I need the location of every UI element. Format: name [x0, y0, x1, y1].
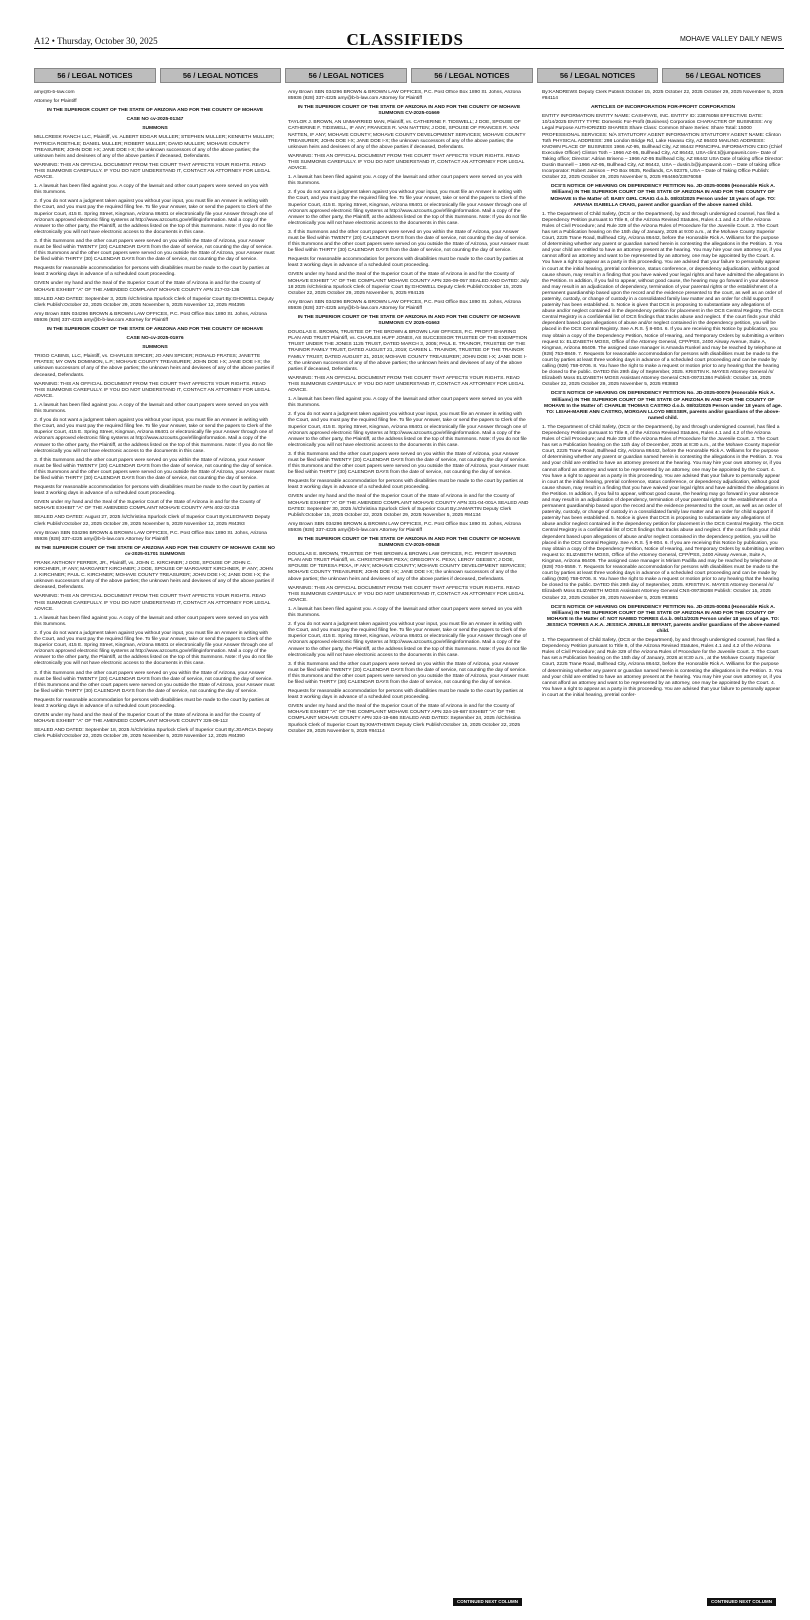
notice-paragraph: Amy Brown SBN 034296 BROWN & BROWN LAW OFFICES, P.C. Post Office Box 1890 St. Johns, Arizona 85936 (928) 337-4225 amy@b-b-law.com Attorney for Plaintiff — [288, 299, 521, 311]
category-tabs — [34, 68, 784, 83]
notice-paragraph: 2. If you do not want a judgment taken against you without your input, you must file an Answer in writing with the Court, and you must pay the required filing fee. To file your Answer, take or send the papers to Clerk of the Superior Court, 415 E. Spring Street, Kingman, Arizona 86401 or electronically file your Answer through one of Arizona's approved electronic filing systems at http://www.azcourts.gov/efilinginformation. Mail a copy of the Answer to the other party, the Plaintiff, at the address listed on the top of this Summons. Note: If you do not file electronically you will not have electronic access to the documents in this case. — [34, 630, 273, 667]
notice-paragraph: SUMMONS — [142, 126, 168, 132]
continued-label: CONTINUED NEXT COLUMN — [453, 1598, 522, 1606]
notice-paragraph: 1. The Department of Child Safety, (DCS or the Department), by and through undersigned counsel, has filed a Dependency Petition pursuant to Title 8, of the Arizona Revised Statutes, Rules 4.1 and 4.2 of the Arizona Rules of Civil Procedure; and Rule 329 of the Arizona Rules of Procedure for the Juvenile Court. 2. The Court has set a Publication hearing on the 15th day of January, 2026 at 9:00 a.m., at the Mohave County Superior Court, 2225 Trane Road, Bullhead City, Arizona 86442, before the Honorable Rick A. Williams for the purpose of determining whether any parent or guardian named herein is contesting the allegations in the Petition. 3. You and your child are entitled to have an attorney present at the hearing. You may hire your own attorney or, if you cannot afford an attorney and want to be represented by an attorney, one may be appointed by the Court. 4. You have a right to appear as a party in this proceeding. You are advised that your failure to personally appear in court at the initial hearing, pretrial conference, status conference, or dependency adjudication, without good cause shown, may result in a finding that you have waived your legal rights and have admitted the allegations in the Petition. In addition, if you fail to appear, without good cause, the hearing may go forward in your absence and may result in an adjudication of dependency, termination of your parental rights or the establishment of a permanent guardianship based upon the record and the evidence presented to the court, as well as an order of paternity, custody, or change of custody in a consolidated family law matter and an order for child support if paternity has been established. 5. Notice is given that DCS is proposing to substantiate any allegations of abuse and/or neglect contained in the dependency petition for placement in the DCS Central Registry. The DCS Central Registry is a confidential list of DCS findings that tracks abuse and neglect. If the court finds your child dependent based upon allegations of abuse and/or neglect contained in the dependency petition, you will be placed in the DCS Central Registry. See A.R.S. § 8-804. 6. If you are receiving this Notice by publication, you may obtain a copy of the Dependency Petition, Notice of Hearing, and Temporary Orders by submitting a written request to: ELIZABETH MOSS, Office of the Attorney General, CFP/PSS, 2400 Airway Avenue, Suite A, Kingman, Arizona 86409. The assigned case manager is Amanda Runkel and may be reached by telephone at (928) 753-8849. 7. Requests for reasonable accommodation for persons with disabilities must be made to the court by parties at least three working days in advance of a scheduled court proceeding and can be made by calling (928) 758-0706. 8. You have the right to make a request or motion prior to any hearing that the hearing be closed to the public. DATED this 29th day of September, 2025. KRISTIN K. MAYES Attorney General /s/ Elizabeth Moss ELIZABETH MOSS Assistant Attorney General CNS-09731384 Publish: October 15, 2025 October 22, 2025 October 29, 2025 November 5, 2025 #83883 — [542, 211, 784, 388]
masthead — [0, 0, 810, 49]
notice-paragraph: 3. If this Summons and the other court papers were served on you within the State of Arizona, your Answer must be filed within TWENTY (20) CALENDAR DAYS from the date of service, not counting the day of service. If this Summons and the other court papers were served on you outside the State of Arizona, your Answer must be filed within THIRTY (30) CALENDAR DAYS from the date of service, not counting the day of service. — [34, 238, 275, 263]
notice-paragraph: WARNING: THIS AN OFFICIAL DOCUMENT FROM THE COURT THAT AFFECTS YOUR RIGHTS. READ THIS SUMMONS CAREFULLY. IF YOU DO NOT UNDERSTAND IT, CONTACT AN ATTORNEY FOR LEGAL ADVICE. — [34, 381, 271, 399]
category-tab: 56 / LEGAL NOTICES — [285, 68, 407, 83]
notice-paragraph: DOUGLAS E. BROWN, TRUSTEE OF THE BROWN & BROWN LAW OFFICES, P.C. PROFIT SHARING PLAN AND TRUST Plaintiff, vs. CHRISTOPHER PEXA; GREGORY K. PEXA; LEROY GEESEY; J DOE, SPOUSE OF TERESA PEXA, IF ANY; MOHAVE COUNTY; MOHAVE COUNTY DEVELOPMENT SERVICES; MOHAVE COUNTY TREASURER; JOHN DOE I-X; JANE DOE I-X; the unknown successors of any of the above parties; the unknown heirs and devisees of any of the above parties if deceased, Defendants. — [288, 552, 526, 582]
column-1 — [34, 90, 276, 1608]
notice-paragraph: GIVEN under my hand and the Seal of the Superior Court of the State of Arizona in and for the County of MOHAVE EXHIBIT "A" OF THE AMENDED COMPLAINT MOHAVE COUNTY APN 402-32-215 — [34, 500, 261, 512]
notice-paragraph: GIVEN under my hand and the Seal of the Superior Court of the State of Arizona in and for the County of MOHAVE EXHIBIT "A" OF THE AMENDED COMPLAINT MOHAVE COUNTY APN 217-03-136 — [34, 281, 261, 293]
notice-paragraph: 3. If this Summons and the other court papers were served on you within the State of Arizona, your Answer must be filed within TWENTY (20) CALENDAR DAYS from the date of service, not counting the day of service. If this Summons and the other court papers were served on you outside the State of Arizona, your Answer must be filed within THIRTY (30) CALENDAR DAYS from the date of service, not counting the day of service. — [288, 661, 529, 685]
notice-paragraph: WARNING: THIS AN OFFICIAL DOCUMENT FROM THE COURT THAT AFFECTS YOUR RIGHTS. READ THIS SUMMONS CAREFULLY. IF YOU DO NOT UNDERSTAND IT, CONTACT AN ATTORNEY FOR LEGAL ADVICE. — [34, 594, 271, 612]
notice-paragraph: ENTITY INFORMATION ENTITY NAME: CASHFAYE, INC. ENTITY ID: 23876058 EFFECTIVE DATE: 10/14/2025 ENTITY TYPE: Domestic For-Profit (Business) Corporation CHARACTER OF BUSINESS: Any Legal Purpose AUTHORIZED SHARES Share Class: Common Share Series: Share Total: 15000 PROFESSIONAL SERVICES: N/A STATUTORY AGENT INFORMATION STATUTORY AGENT NAME: Clinton Toth PHYSICAL ADDRESS: 298 London Bridge Rd, Lake Havasu City, AZ 86403 MAILING ADDRESS: KNOWN PLACE OF BUSINESS 1966 AZ-95, Bullhead City, AZ 86442 PRINCIPAL INFORMATION CEO (Chief Executive Officer) Clinton Toth – 1966 AZ-95, Bullhead City, AZ 86442, USA-clint.t@jumpawnit.com– Date of Taking office; Director: Adrian Briseno – 1966 AZ-95 Bullhead City, AZ 86442 USA Date of taking office Director: Dustin Bunnell – 1966 AZ-95, Bullhead City, AZ 86442, USA – dustin.b@jumpawnit.com – Date of taking office Incorporator: Robert Jamison – PO Box 9535, Redlands, CA 92375, USA – Date of Taking Office Publish: October 22, 2025 October 29, 2025 November 5, 2025 #84460/23876058 — [542, 114, 784, 181]
notice-paragraph: 3. If this Summons and the other court papers were served on you within the State of Arizona, your Answer must be filed within TWENTY (20) CALENDAR DAYS from the date of service, not counting the day of service. If this Summons and the other court papers were served on you outside the State of Arizona, your Answer must be filed within THIRTY (30) CALENDAR DAYS from the date of service, not counting the day of service. — [34, 457, 275, 481]
notice-paragraph: IN THE SUPERIOR COURT OF THE STATE OF ARIZONA AND FOR THE COUNTY OF MOHAVE CASE NO cv-2025-01701 SUMMONS — [35, 545, 275, 557]
category-tab: 56 / LEGAL NOTICES — [662, 68, 784, 83]
section-title: CLASSIFIEDS — [346, 30, 464, 49]
notice-paragraph: DCS'S NOTICE OF HEARING ON DEPENDENCY PETITION No. JD-2025-00086 (Honorable Rick A. Williams) IN THE SUPERIOR COURT OF THE STATE OF ARIZONA IN AND FOR THE COUNTY OF MOHAVE In the Matter of: BABY GIRL CRAIG d.o.b. 08/03/2025 Person under 18 years of age. TO: ARIANA ISABELLA CRAIG, parent and/or guardian of the above named child. — [550, 184, 776, 208]
notice-paragraph: Amy Brown SBN 034296 BROWN & BROWN LAW OFFICES, P.C. Post Office Box 1890 St. Johns, Arizona 85936 (928) 337-4225 amy@b-b-law.com Attorney for Plaintiff — [34, 530, 267, 542]
notice-paragraph: 1. A lawsuit has been filed against you. A copy of the lawsuit and other court papers were served on you with this Summons. — [34, 615, 269, 627]
notice-paragraph: TAYLOR J. BROWN, AN UNMARRIED MAN, Plaintiff, vs. CATHERINE F. TIDSWELL; J DOE, SPOUSE OF CATHERINE F. TIDSWELL, IF ANY; FRANCES R. VAN NATTEN; J DOE, SPOUSE OF FRANCES R. VAN NATTEN, IF ANY; MOHAVE COUNTY; MOHAVE COUNTY DEVELOPMENT SERVICES; MOHAVE COUNTY TREASURER; JOHN DOE I-X; JANE DOE I-X; the unknown successors of any of the above parties; the unknown heirs and devisees of any of the above parties if deceased, Defendants. — [288, 120, 526, 150]
notice-paragraph: Amy Brown SBN 034296 BROWN & BROWN LAW OFFICES, P.C. Post Office Box 1890 St. Johns, Arizona 85936 (928) 337-4225 amy@b-b-law.com Attorney for Plaintiff — [288, 521, 521, 533]
notice-paragraph: WARNING: THIS AN OFFICIAL DOCUMENT FROM THE COURT THAT AFFECTS YOUR RIGHTS. READ THIS SUMMONS CAREFULLY. IF YOU DO NOT UNDERSTAND IT, CONTACT AN ATTORNEY FOR LEGAL ADVICE. — [288, 375, 525, 394]
notice-paragraph: Requests for reasonable accommodation for persons with disabilities must be made to the court by parties at least 3 working days in advance of a scheduled court proceeding. — [288, 689, 524, 701]
notice-paragraph: 3. If this Summons and the other court papers were served on you within the State of Arizona, your Answer must be filed within TWENTY (20) CALENDAR DAYS from the date of service, not counting the day of service. If this Summons and the other court papers were served on you outside the State of Arizona, your Answer must be filed within THIRTY (30) CALENDAR DAYS from the date of service, not counting the day of service. — [288, 229, 529, 254]
notice-paragraph: amy@b-b-law.com — [34, 90, 75, 95]
notice-paragraph: Attorney for Plaintiff — [34, 99, 77, 105]
notice-paragraph: DCS'S NOTICE OF HEARING ON DEPENDENCY PETITION No. JD-2025-00079 (Honorable Rick A. Williams) IN THE SUPERIOR COURT OF THE STATE OF ARIZONA IN AND FOR THE COUNTY OF MOHAVE In the Matter of: CHARLIE THOMAS CASTRO d.o.b. 08/02/2025 Person under 18 years of age. TO: LEIAH-MARIE ANN CASTRO, MORGAN LLOYD MESSER, parents and/or guardians of the above-named child. — [544, 391, 782, 421]
notice-paragraph: CASE NO-cv-2025-01976 — [126, 336, 184, 342]
notice-paragraph: Requests for reasonable accommodation for persons with disabilities must be made to the court by parties at least 3 working days in advance of a scheduled court proceeding. — [34, 266, 270, 278]
notice-paragraph: 1. A lawsuit has been filed against you. A copy of the lawsuit and other court papers were served on you with this Summons. — [34, 402, 269, 415]
notice-paragraph: IN THE SUPERIOR COURT OF THE STATE OF ARIZONA AND FOR THE COUNTY OF MOHAVE — [46, 327, 264, 332]
notice-paragraph: 1. A lawsuit has been filed against you. A copy of the lawsuit and other court papers were served on you with this Summons. — [288, 397, 523, 409]
notice-paragraph: 3. If this Summons and the other court papers were served on you within the State of Arizona, your Answer must be filed within TWENTY (20) CALENDAR DAYS from the date of service, not counting the day of service. If this Summons and the other court papers were served on you outside the State of Arizona, your Answer must be filed within THIRTY (30) CALENDAR DAYS from the date of service, not counting the day of service. — [288, 451, 529, 476]
notice-paragraph: FRANK ANTHONY FERRER, JR., Plaintiff, vs. JOHN C. KIRCHNER; J DOE, SPOUSE OF JOHN C. KIRCHNER, IF ANY; MARGARET KIRCHNER; J DOE, SPOUSE OF MARGARET KIRCHNER, IF ANY; JOHN J. KIRCHNER; PAUL C. KIRCHNER; MOHAVE COUNTY TREASURER; JOHN DOE I-X; JANE DOE I-X; the unknown successors of any of the above parties; the unknown heirs and devisees of any of the above parties if deceased, Defendants. — [34, 561, 274, 591]
notice-paragraph: CASE NO cv-2025-01347 — [126, 117, 184, 123]
notice-paragraph: 2. If you do not want a judgment taken against you without your input, you must file an Answer in writing with the Court, and you must pay the required filing fee. To file your Answer, take or send the papers to Clerk of the Superior Court, 415 E. Spring Street, Kingman, Arizona 86401 or electronically file your Answer through one of Arizona's approved electronic filing systems at http://www.azcourts.gov/efilinginformation. Mail a copy of the Answer to the other party, the Plaintiff, at the address listed on the top of this Summons. Note: If you do not file electronically you will not have electronic access to the documents in this case. — [34, 418, 273, 454]
notice-paragraph: Requests for reasonable accommodation for persons with disabilities must be made to the court by parties at least 3 working days in advance of a scheduled court proceeding. — [34, 697, 270, 709]
category-tab: 56 / LEGAL NOTICES — [160, 68, 282, 83]
notice-paragraph: WARNING: THIS AN OFFICIAL DOCUMENT FROM THE COURT THAT AFFECTS YOUR RIGHTS. READ THIS SUMMONS CAREFULLY. IF YOU DO NOT UNDERSTAND IT, CONTACT AN ATTORNEY FOR LEGAL ADVICE. — [288, 153, 525, 172]
notice-paragraph: Requests for reasonable accommodation for persons with disabilities must be made to the court by parties at least 3 working days in advance of a scheduled court proceeding. — [288, 257, 524, 269]
notice-paragraph: GIVEN under my hand and the Seal of the Superior Court of the State of Arizona in and for the County of MOHAVE EXHIBIT "A" OF THE AMENDED COMPLAINT MOHAVE COUNTY 326-09-112 — [34, 713, 261, 725]
notice-paragraph: IN THE SUPERIOR COURT OF THE STATE OF ARIZONA IN AND FOR THE COUNTY OF MOHAVE SUMMONS CV 2025-01663 — [297, 315, 521, 327]
page-dateline: A12 • Thursday, October 30, 2025 — [34, 36, 158, 46]
notice-paragraph: 1. A lawsuit has been filed against you. A copy of the lawsuit and other court papers were served on you with this Summons. — [288, 606, 523, 619]
notice-paragraph: 2. If you do not want a judgment taken against you without your input, you must file an Answer in writing with the Court, and you must pay the required filing fee. To file your Answer, take or send the papers to Clerk of the Superior Court, 415 E. Spring Street, Kingman, Arizona 86401 or electronically file your Answer through one of Arizona's approved electronic filing systems at http://www.azcourts.gov/efilinginformation. Mail a copy of the Answer to the other party, the Plaintiff, at the address listed on the top of this Summons. Note: If you do not file electronically you will not have electronic access to the documents in this case. — [288, 622, 527, 658]
column-2 — [288, 90, 530, 1608]
notice-paragraph: Amy Brown SBN 034296 BROWN & BROWN LAW OFFICES, P.C. Post Office Box 1890 St. Johns, Arizona 85936 (928) 337-4225 amy@b-b-law.com Attorney for Plaintiff — [288, 90, 521, 102]
notice-paragraph: 2. If you do not want a judgment taken against you without your input, you must file an Answer in writing with the Court, and you must pay the required filing fee. To file your Answer, take or send the papers to Clerk of the Superior Court, 415 E. Spring Street, Kingman, Arizona 86401 or electronically file your Answer through one of Arizona's approved electronic filing systems at http://www.azcourts.gov/efilinginformation. Mail a copy of the Answer to the other party, the Plaintiff, at the address listed on the top of this Summons. Note: If you do not file electronically you will not have electronic access to the documents in this case. — [34, 199, 273, 235]
notice-paragraph: SEALED AND DATED: September 3, 2025 /s/Christina Spurlock Clerk of Superior Court By:GHOWELL Deputy Clerk Publish:October 22, 2025 October 29, 2025 November 5, 2025 November 12, 2025 #84395 — [34, 296, 274, 308]
notice-paragraph: MILLCREEK RANCH LLC, Plaintiff, vs. ALBERT EDGAR MULLER; STEPHEN MULLER; KENNETH MULLER; PATRICIA ROETHLE; DANIEL MULLER; ROBERT MULLER; DAVID MULLER; MOHAVE COUNTY TREASURER; JOHN DOE I-X; JANE DOE I-X; the unknown successors of any of the above parties; the unknown heirs and devisees of any of the above parties if deceased, Defendants. — [34, 135, 274, 159]
notice-paragraph: Requests for reasonable accommodation for persons with disabilities must be made to the court by parties at least 3 working days in advance of a scheduled court proceeding. — [288, 479, 524, 491]
notice-paragraph: DCS'S NOTICE OF HEARING ON DEPENDENCY PETITION No. JD-2025-00084 (Honorable Rick A. Williams) IN THE SUPERIOR COURT OF THE STATE OF ARIZONA IN AND FOR THE COUNTY OF MOHAVE In the Matter of: NOT NAMED TORRES d.o.b. 09/11/2025 Person under 18 years of age. TO: JESSICA TORRES A.K.A. JESSICA JENELLE BRYANT, parents and/or guardians of the above-named child. — [546, 604, 780, 634]
notice-paragraph: WARNING: THIS AN OFFICIAL DOCUMENT FROM THE COURT THAT AFFECTS YOUR RIGHTS. READ THIS SUMMONS CAREFULLY. IF YOU DO NOT UNDERSTAND IT, CONTACT AN ATTORNEY FOR LEGAL ADVICE. — [34, 162, 271, 181]
notice-paragraph: IN THE SUPERIOR COURT OF THE STATE OF ARIZONA AND FOR THE COUNTY OF MOHAVE — [46, 108, 264, 114]
category-tab: 56 / LEGAL NOTICES — [34, 68, 156, 83]
notice-paragraph: 3. If this Summons and the other court papers were served on you within the State of Arizona, your Answer must be filed within TWENTY (20) CALENDAR DAYS from the date of service, not counting the day of service. If this Summons and the other court papers were served on you outside the State of Arizona, your Answer must be filed within THIRTY (30) CALENDAR DAYS from the date of service, not counting the day of service. — [34, 670, 275, 694]
notice-paragraph: By:KANDREWS Deputy Clerk Publish:October 15, 2025 October 22, 2025 October 29, 2025 November 5, 2025 #84114 — [542, 90, 784, 102]
notice-paragraph: 1. A lawsuit has been filed against you. A copy of the lawsuit and other court papers were served on you with this Summons. — [288, 175, 523, 187]
category-tab: 56 / LEGAL NOTICES — [411, 68, 533, 83]
notice-paragraph: Amy Brown SBN 034296 BROWN & BROWN LAW OFFICES, P.C. Post Office Box 1890 St. Johns, Arizona 85936 (928) 337-4225 amy@b-b-law.com Attorney for Plaintiff — [34, 311, 267, 323]
masthead-rule — [34, 48, 784, 49]
notice-paragraph: IN THE SUPERIOR COURT OF THE STATE OF ARIZONA IN AND FOR THE COUNTY OF MOHAVE SUMMONS CV-2025-01669 — [297, 105, 521, 117]
category-tab: 56 / LEGAL NOTICES — [537, 68, 659, 83]
column-3 — [542, 90, 784, 1608]
notice-paragraph: DOUGLAS E. BROWN, TRUSTEE OF THE BROWN & BROWN LAW OFFICES, P.C. PROFIT SHARING PLAN AND TRUST Plaintiff, vs. CHARLES HUFF JONES, AS SUCCESSOR TRUSTEE OF THE EXEMPTION TRUST UNDER THE JONES 1125 TRUST, DATED MARCH 3, 2005; PAUL E. TRAINOR, TRUSTEE OF THE TRAINOR FAMILY TRUST, DATED AUGUST 21, 2019; CARIEN L. TRAINOR, TRUSTEE OF THE TRAINOR FAMILY TRUST, DATED AUGUST 21, 2019; MOHAVE COUNTY TREASURER; JOHN DOE I-X; JANE DOE I-X; the unknown successors of any of the above parties; the unknown heirs and devisees of any of the above parties if deceased, Defendants. — [288, 330, 528, 372]
continued-label: CONTINUED NEXT COLUMN — [707, 1598, 776, 1606]
notice-paragraph: 1. The Department of Child Safety, (DCS or the Department), by and through undersigned counsel, has filed a Dependency Petition pursuant to Title 8, of the Arizona Revised Statutes, Rules 4.1 and 4.2 of the Arizona Rules of Civil Procedure; and Rule 329 of the Arizona Rules of Procedure for the Juvenile Court. 2. The Court has set a Publication hearing on the 11th day of December, 2025 at 8:30 a.m., at the Mohave County Superior Court, 2225 Trane Road, Bullhead City, Arizona 86442, before the Honorable Rick A. Williams for the purpose of determining whether any parent or guardian named herein is contesting the allegations in the Petition. 3. You and your child are entitled to have an attorney present at the hearing. You may hire your own attorney or, if you cannot afford an attorney and want to be represented by an attorney, one may be appointed by the Court. 4. You have a right to appear as a party in this proceeding. You are advised that your failure to personally appear in court at the initial hearing, pretrial conference, status conference, or dependency adjudication, without good cause shown, may result in a finding that you have waived your legal rights and have admitted the allegations in the Petition. In addition, if you fail to appear, without good cause, the hearing may go forward in your absence and may result in an adjudication of dependency, termination of your parental rights or the establishment of a permanent guardianship based upon the record and the evidence presented to the court, as well as an order of paternity, custody, or change of custody in a consolidated family law matter and an order for child support if paternity has been established. 5. Notice is given that DCS is proposing to substantiate any allegations of abuse and/or neglect contained in the dependency petition for placement in the DCS Central Registry. The DCS Central Registry is a confidential list of DCS findings that tracks abuse and neglect. If the court finds your child dependent based upon allegations of abuse and/or neglect contained in the dependency petition, you will be placed in the DCS Central Registry. See A.R.S. § 8-804. 6. If you are receiving this Notice by publication, you may obtain a copy of the Dependency Petition, Notice of Hearing, and Temporary Orders by submitting a written request to: ELIZABETH MOSS, Office of the Attorney General, CFP/PSS, 2400 Airway Avenue, Suite A, Kingman, Arizona 86409. The assigned case manager is Miriam Padilla and may be reached by telephone at (928) 704-5559. 7. Requests for reasonable accommodation for persons with disabilities must be made to the court by parties at least three working days in advance of a scheduled court proceeding and can be made by calling (928) 758-0706. 8. You have the right to make a request or motion prior to any hearing that the hearing be closed to the public. DATED this 29th day of September, 2025. KRISTIN K. MAYES Attorney General /s/ Elizabeth Moss ELIZABETH MOSS Assistant Attorney General CNS-09738268 Publish: October 15, 2025 October 22, 2025 October 29, 2025 November 5, 2025 #83881 — [542, 424, 784, 601]
notice-paragraph: 2. If you do not want a judgment taken against you without your input, you must file an Answer in writing with the Court, and you must pay the required filing fee. To file your Answer, take or send the papers to Clerk of the Superior Court, 415 E. Spring Street, Kingman, Arizona 86401 or electronically file your Answer through one of Arizona's approved electronic filing systems at http://www.azcourts.gov/efilinginformation. Mail a copy of the Answer to the other party, the Plaintiff, at the address listed on the top of this Summons. Note: If you do not file electronically you will not have electronic access to the documents in this case. — [288, 190, 527, 226]
notice-paragraph: Requests for reasonable accommodation for persons with disabilities must be made to the court by parties at least 3 working days in advance of a scheduled court proceeding. — [34, 485, 270, 497]
publication-name: MOHAVE VALLEY DAILY NEWS — [679, 36, 782, 43]
notice-paragraph: IN THE SUPERIOR COURT OF THE STATE OF ARIZONA IN AND FOR THE COUNTY OF MOHAVE SUMMONS CV-2025-00948 — [297, 537, 521, 549]
notice-paragraph: 1. The Department of Child Safety, (DCS or the Department), by and through undersigned counsel, has filed a Dependency Petition pursuant to Title 8, of the Arizona Revised Statutes, Rules 4.1 and 4.2 of the Arizona Rules of Civil Procedure; and Rule 329 of the Arizona Rules of Procedure for the Juvenile Court. 2. The Court has set a Publication hearing on the 15th day of January, 2026 at 8:30 a.m., at the Mohave County Superior Court, 2225 Trane Road, Bullhead City, Arizona 86442, before the Honorable Rick A. Williams for the purpose of determining whether any parent or guardian named herein is contesting the allegations in the Petition. 3. You and your child are entitled to have an attorney present at the hearing. You may hire your own attorney or, if you cannot afford an attorney and want to be represented by an attorney, one may be appointed by the Court. 4. You have a right to appear as a party in this proceeding. You are advised that your failure to personally appear in court at the initial hearing, pretrial confer- — [542, 638, 783, 698]
notice-paragraph: TRIGO CABINS, LLC, Plaintiff, vs. CHARLES SPICER; JO ANN SPICER; RONALD FRATES; JANETTE FRATES; MY OWN DOMINION, L.P.; MOHAVE COUNTY TREASURER; JOHN DOE I-X; JANE DOE I-X; the unknown successors of any of the above parties; the unknown heirs and devisees of any of the above parties if deceased, Defendants. — [34, 354, 274, 378]
notice-paragraph: GIVEN under my hand and the Seal of the Superior Court of the State of Arizona in and for the County of MOHAVE EXHIBIT "A" OF THE COMPLAINT MOHAVE COUNTY APN 324-19-687 EXHIBIT "A" OF THE COMPLAINT MOHAVE COUNTY APN 324-19-686 SEALED AND DATED: September 24, 2025 /s/Christina Spurlock Clerk of Superior Court By:KMATHEWS Deputy Clerk Publish:October 15, 2025 October 22, 2025 October 29, 2025 November 5, 2025 #84114 — [288, 704, 521, 734]
notice-paragraph: 2. If you do not want a judgment taken against you without your input, you must file an Answer in writing with the Court, and you must pay the required filing fee. To file your Answer, take or send the papers to Clerk of the Superior Court, 415 E. Spring Street, Kingman, Arizona 86401 or electronically file your Answer through one of Arizona's approved electronic filing systems at http://www.azcourts.gov/efilinginformation. Mail a copy of the Answer to the other party, the Plaintiff, at the address listed on the top of this Summons. Note: If you do not file electronically you will not have electronic access to the documents in this case. — [288, 412, 527, 448]
notice-paragraph: GIVEN under my hand and the Seal of the Superior Court of the State of Arizona in and for the County of MOHAVE EXHIBIT "A" OF THE COMPLAINT MOHAVE COUNTY APN 326-09-057 SEALED AND DATED: July 18 2025 /s/Christina Spurlock Clerk of Superior Court By:GHOWELL Deputy Clerk Publish:October 15, 2025 October 22, 2025 October 29, 2025 November 5, 2025 #84135 — [288, 272, 529, 296]
notice-paragraph: 1. A lawsuit has been filed against you. A copy of the lawsuit and other court papers were served on you with this Summons. — [34, 184, 269, 196]
notice-columns — [34, 90, 784, 1608]
notice-paragraph: ARTICLES OF INCORPORATION FOR-PROFIT CORPORATION — [590, 105, 736, 111]
notice-paragraph: SEALED AND DATED: September 18, 2025 /s/Christina Spurlock Clerk of Superior Court By:JGARCIA Deputy Clerk Publish:October 22, 2025 October 29, 2025 November 5, 2029 November 12, 2025 #84390 — [34, 728, 274, 740]
notice-paragraph: SEALED AND DATED: August 27, 2025 /s/Christina Spurlock Clerk of Superior Court By:KLEONARD Deputy Clerk Publish:October 22, 2025 October 29, 2025 November 5, 2029 November 12, 2025 #84393 — [34, 515, 271, 527]
notice-paragraph: SUMMONS — [142, 345, 168, 351]
notice-paragraph: WARNING: THIS AN OFFICIAL DOCUMENT FROM THE COURT THAT AFFECTS YOUR RIGHTS. READ THIS SUMMONS CAREFULLY. IF YOU DO NOT UNDERSTAND IT, CONTACT AN ATTORNEY FOR LEGAL ADVICE. — [288, 585, 525, 603]
notice-paragraph: GIVEN under my hand and the Seal of the Superior Court of the State of Arizona in and for the County of MOHAVE EXHIBIT "A" OF THE AMENDED COMPLAINT MOHAVE COUNTY APN 331-04-001A SEALED AND DATED: September 30, 2025 /s/Christina Spurlock Clerk of Superior Court By:JAMARTIN Deputy Clerk Publish:October 15, 2025 October 22, 2025 October 29, 2025 November 5, 2025 #84134 — [288, 494, 529, 518]
